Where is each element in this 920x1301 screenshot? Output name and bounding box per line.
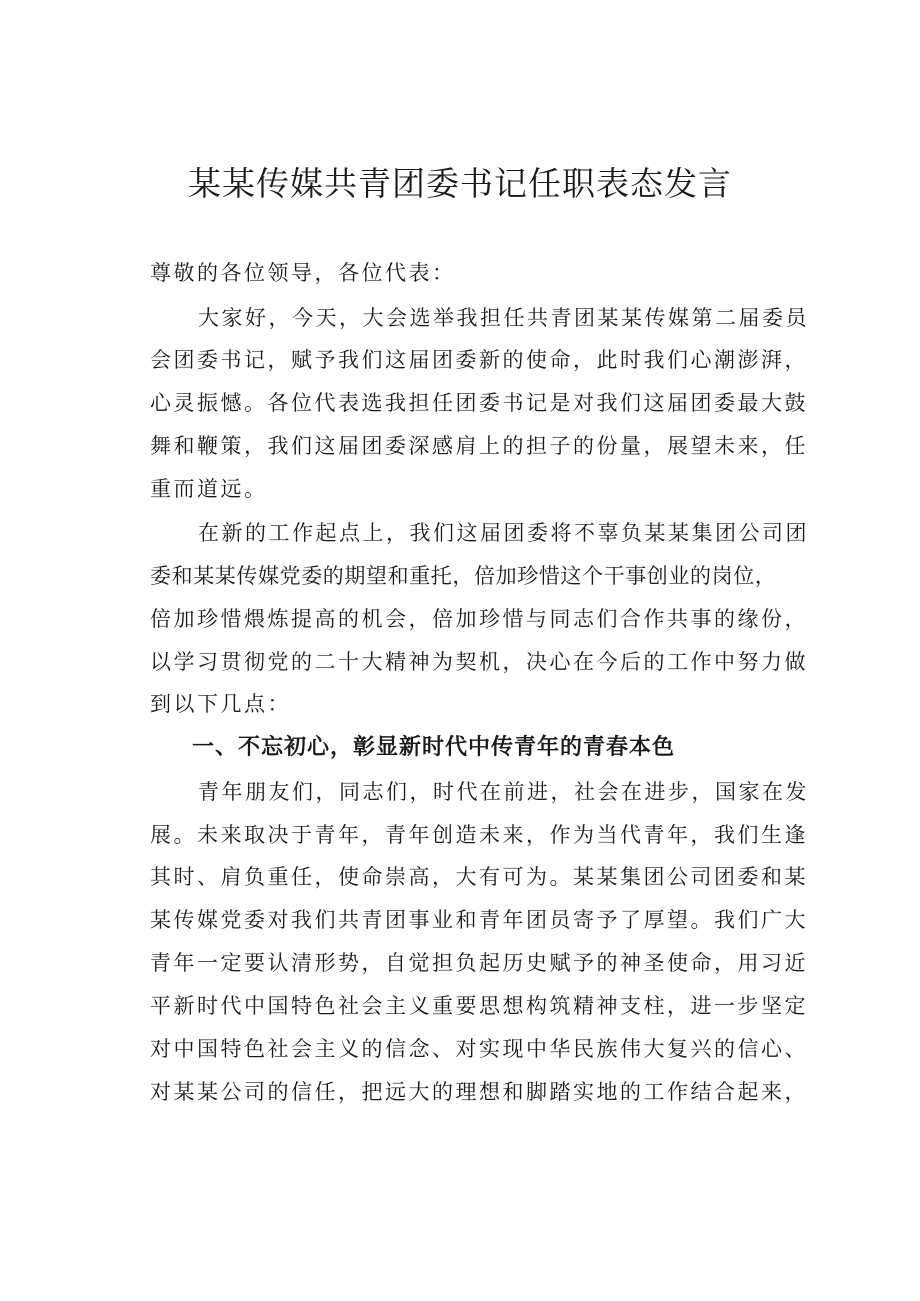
paragraph-1-line: 心灵振憾。各位代表选我担任团委书记是对我们这届团委最大鼓 (150, 391, 808, 415)
paragraph-1-line: 舞和鞭策，我们这届团委深感肩上的担子的份量，展望未来，任 (150, 434, 808, 458)
paragraph-2-line: 到以下几点： (150, 692, 291, 716)
paragraph-2-line: 倍加珍惜煨炼提高的机会，倍加珍惜与同志们合作共事的缘份， (150, 607, 808, 631)
paragraph-3-line: 展。未来取决于青年，青年创造未来，作为当代青年，我们生逢 (150, 823, 808, 847)
paragraph-2-line: 以学习贯彻党的二十大精神为契机，决心在今后的工作中努力做 (150, 650, 808, 674)
paragraph-3-line: 某传媒党委对我们共青团事业和青年团员寄予了厚望。我们广大 (150, 908, 808, 932)
paragraph-1-line: 会团委书记，赋予我们这届团委新的使命，此时我们心潮澎湃， (150, 348, 808, 372)
paragraph-3-line: 青年朋友们，同志们，时代在前进，社会在进步，国家在发 (198, 780, 809, 804)
section-heading: 一、不忘初心，彰显新时代中传青年的青春本色 (192, 735, 676, 760)
paragraph-1-line: 大家好，今天，大会选举我担任共青团某某传媒第二届委员 (198, 306, 809, 330)
salutation: 尊敬的各位领导，各位代表： (150, 261, 456, 285)
paragraph-3-line: 对中国特色社会主义的信念、对实现中华民族伟大复兴的信心、 (150, 1037, 808, 1061)
paragraph-3-line: 平新时代中国特色社会主义重要思想构筑精神支柱，进一步坚定 (150, 994, 808, 1018)
paragraph-2-line: 在新的工作起点上，我们这届团委将不辜负某某集团公司团 (198, 521, 809, 545)
document-title: 某某传媒共青团委书记任职表态发言 (188, 164, 732, 203)
paragraph-2-line: 委和某某传媒党委的期望和重托，倍加珍惜这个干事创业的岗位， (150, 564, 777, 588)
paragraph-3-line: 青年一定要认清形势，自觉担负起历史赋予的神圣使命，用习近 (150, 951, 808, 975)
paragraph-3-line: 其时、肩负重任，使命崇高，大有可为。某某集团公司团委和某 (150, 865, 808, 889)
paragraph-1-line: 重而道远。 (150, 477, 268, 501)
paragraph-3-line: 对某某公司的信任，把远大的理想和脚踏实地的工作结合起来， (150, 1080, 808, 1104)
